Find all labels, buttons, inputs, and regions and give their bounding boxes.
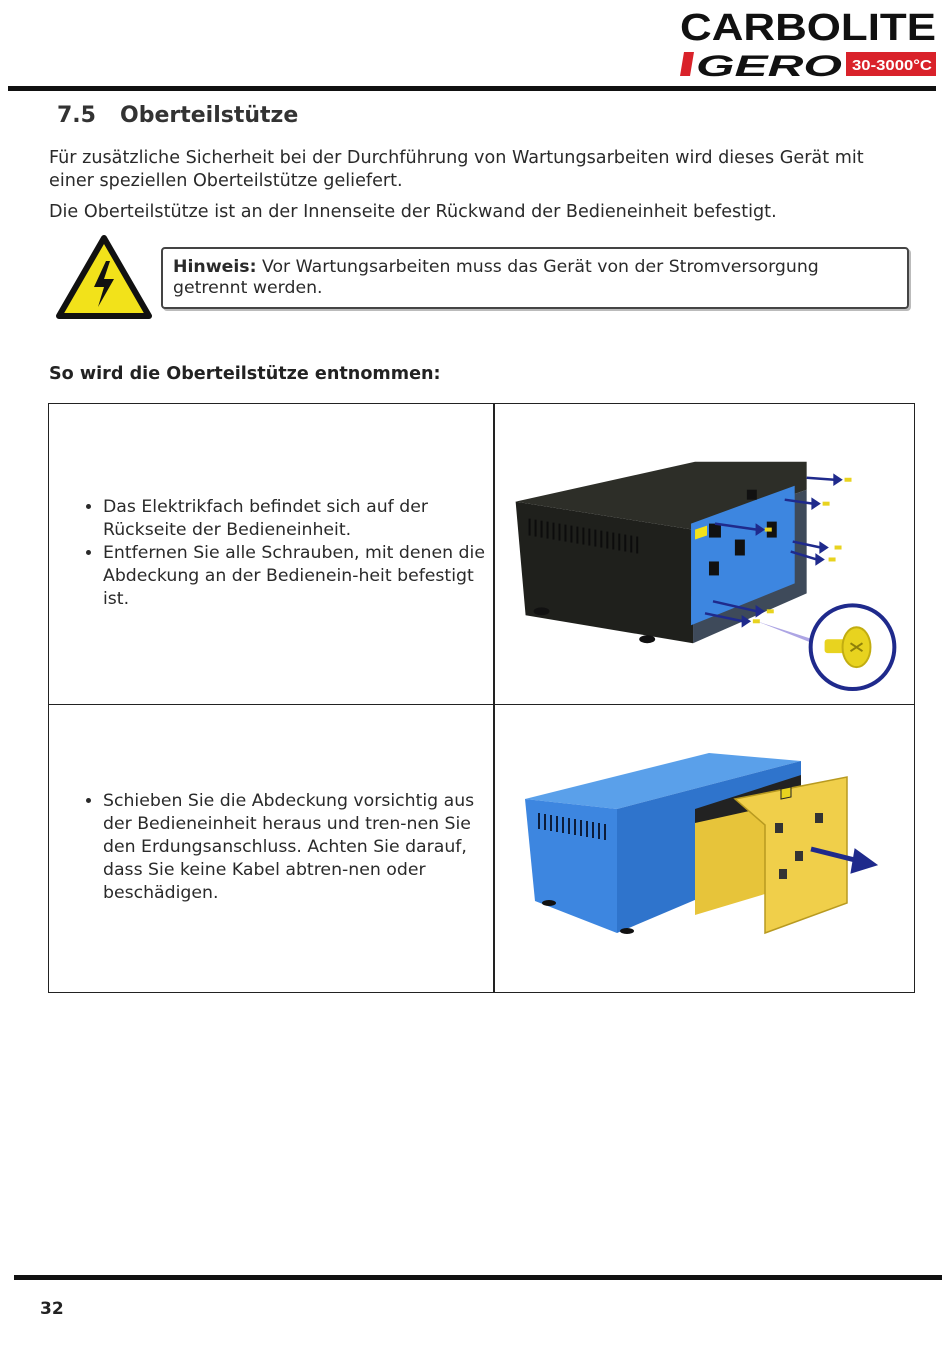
location-paragraph: Die Oberteilstütze ist an der Innenseite der Rückwand der Bedieneinheit befestigt. (49, 202, 777, 222)
step-bullet-list (79, 496, 489, 611)
section-title-text: Oberteilstütze (120, 103, 299, 128)
footer-rule (14, 1275, 942, 1280)
intro-paragraph: Für zusätzliche Sicherheit bei der Durchführung von Wartungsarbeiten wird dieses Gerät mit einer speziellen Oberteilstütze geliefert. (49, 148, 864, 191)
step-row (49, 404, 914, 705)
electrical-hazard-warning-icon (56, 235, 152, 319)
logo-carbolite-text: CARBOLITE (680, 8, 936, 49)
step-bullet-list (79, 790, 489, 905)
cover-removal-illustration (495, 705, 914, 992)
step-bullet: • Das Elektrikfach befindet sich auf der Rückseite der Bedieneinheit. (103, 496, 489, 542)
section-number: 7.5 (57, 103, 96, 128)
procedure-steps-table (48, 403, 915, 993)
page-number: 32 (40, 1299, 64, 1319)
step-text-cell (79, 496, 489, 611)
note-text: Vor Wartungsarbeiten muss das Gerät von der Stromversorgung getrennt werden. (173, 257, 819, 298)
note-box (161, 247, 909, 309)
note-label: Hinweis: (173, 257, 257, 277)
section-title (57, 103, 298, 128)
control-unit-rear-screws-illustration (495, 404, 914, 704)
step-bullet: • Schieben Sie die Abdeckung vorsichtig aus der Bedieneinheit heraus und tren-nen Sie den Erdungsanschluss. Achten Sie darauf, dass Sie keine Kabel abtren-nen oder beschädigen. (103, 790, 489, 905)
step-text-cell (79, 790, 489, 905)
logo-badge-text: 30-3000°C (852, 57, 933, 74)
procedure-subheading: So wird die Oberteilstütze entnommen: (49, 364, 441, 384)
header-rule (8, 86, 936, 91)
step-bullet: • Entfernen Sie alle Schrauben, mit denen die Abdeckung an der Bedienein-heit befestigt ist. (103, 542, 489, 611)
step-row (49, 705, 914, 992)
carbolite-gero-logo (680, 8, 938, 84)
logo-gero-text: GERO (696, 50, 842, 83)
